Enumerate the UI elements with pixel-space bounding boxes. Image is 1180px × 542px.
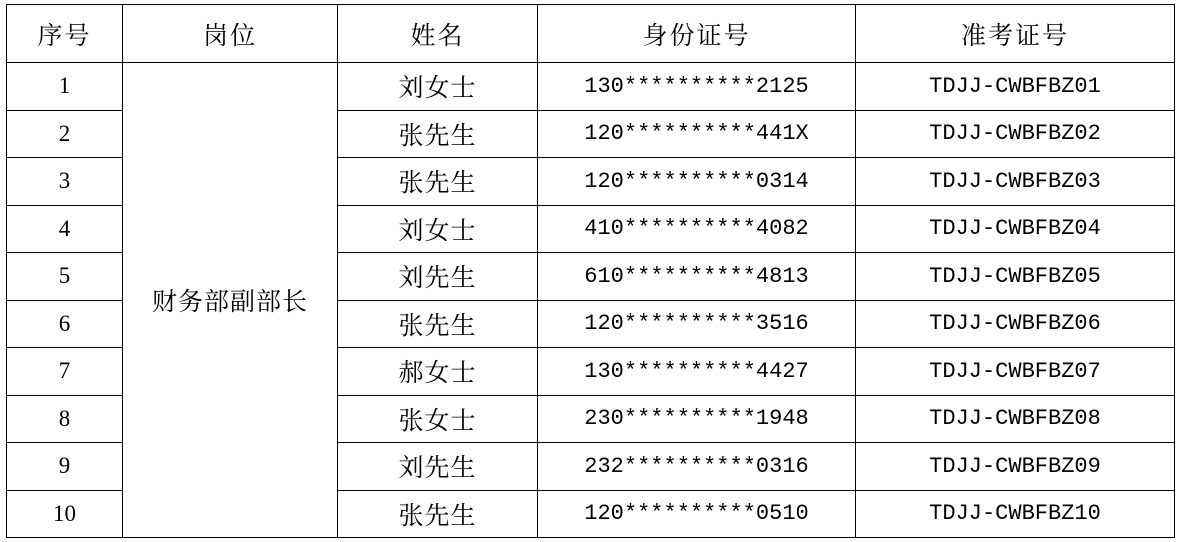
cell-seq: 4 xyxy=(7,205,123,253)
cell-post-merged: 财务部副部长 xyxy=(123,63,338,538)
cell-id: 120**********0314 xyxy=(538,158,856,206)
cell-id: 130**********4427 xyxy=(538,348,856,396)
cell-seq: 6 xyxy=(7,300,123,348)
cell-seq: 9 xyxy=(7,443,123,491)
column-header-name: 姓名 xyxy=(338,5,538,63)
cell-name: 郝女士 xyxy=(338,348,538,396)
header-row xyxy=(7,5,1175,63)
cell-seq: 3 xyxy=(7,158,123,206)
table-body xyxy=(7,63,1175,538)
table-header xyxy=(7,5,1175,63)
cell-card: TDJJ-CWBFBZ02 xyxy=(856,110,1175,158)
cell-id: 120**********0510 xyxy=(538,490,856,538)
cell-card: TDJJ-CWBFBZ04 xyxy=(856,205,1175,253)
column-header-id: 身份证号 xyxy=(538,5,856,63)
cell-id: 230**********1948 xyxy=(538,395,856,443)
cell-id: 130**********2125 xyxy=(538,63,856,111)
cell-name: 刘女士 xyxy=(338,63,538,111)
cell-card: TDJJ-CWBFBZ10 xyxy=(856,490,1175,538)
cell-name: 刘先生 xyxy=(338,443,538,491)
table-row xyxy=(7,63,1175,111)
cell-name: 张先生 xyxy=(338,110,538,158)
cell-id: 120**********3516 xyxy=(538,300,856,348)
cell-card: TDJJ-CWBFBZ03 xyxy=(856,158,1175,206)
cell-seq: 1 xyxy=(7,63,123,111)
cell-seq: 10 xyxy=(7,490,123,538)
cell-seq: 2 xyxy=(7,110,123,158)
cell-name: 张先生 xyxy=(338,300,538,348)
cell-id: 120**********441X xyxy=(538,110,856,158)
candidate-roster-table xyxy=(6,4,1175,538)
column-header-post: 岗位 xyxy=(123,5,338,63)
cell-seq: 7 xyxy=(7,348,123,396)
cell-id: 610**********4813 xyxy=(538,253,856,301)
column-header-seq: 序号 xyxy=(7,5,123,63)
cell-name: 张女士 xyxy=(338,395,538,443)
cell-card: TDJJ-CWBFBZ05 xyxy=(856,253,1175,301)
cell-card: TDJJ-CWBFBZ01 xyxy=(856,63,1175,111)
cell-card: TDJJ-CWBFBZ06 xyxy=(856,300,1175,348)
cell-name: 张先生 xyxy=(338,158,538,206)
cell-card: TDJJ-CWBFBZ07 xyxy=(856,348,1175,396)
cell-id: 232**********0316 xyxy=(538,443,856,491)
cell-name: 张先生 xyxy=(338,490,538,538)
cell-name: 刘先生 xyxy=(338,253,538,301)
column-header-card: 准考证号 xyxy=(856,5,1175,63)
cell-name: 刘女士 xyxy=(338,205,538,253)
cell-card: TDJJ-CWBFBZ08 xyxy=(856,395,1175,443)
cell-seq: 8 xyxy=(7,395,123,443)
cell-id: 410**********4082 xyxy=(538,205,856,253)
cell-card: TDJJ-CWBFBZ09 xyxy=(856,443,1175,491)
cell-seq: 5 xyxy=(7,253,123,301)
